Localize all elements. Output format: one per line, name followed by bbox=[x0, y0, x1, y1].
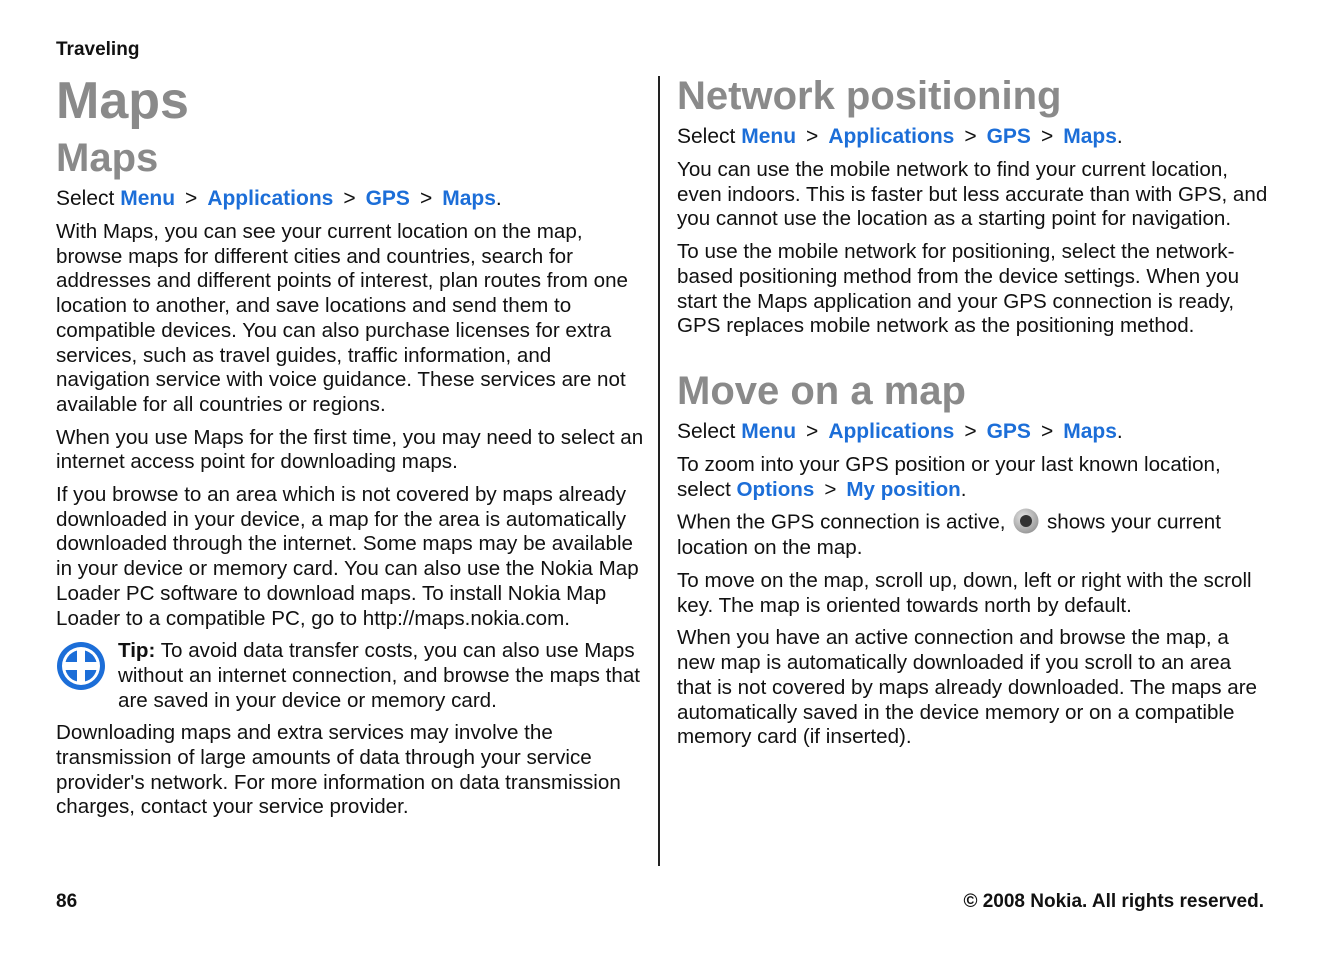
plus-circle-icon bbox=[56, 641, 106, 691]
nav-link-maps[interactable]: Maps bbox=[442, 187, 496, 210]
nav-suffix: . bbox=[495, 187, 502, 210]
nav-separator: > bbox=[343, 187, 356, 210]
paragraph-first-time: When you use Maps for the first time, you may need to select an internet access point for downloading maps. bbox=[56, 425, 644, 474]
nav-link-menu[interactable]: Menu bbox=[741, 125, 797, 148]
nav-separator: > bbox=[824, 477, 837, 501]
paragraph-zoom bbox=[677, 453, 1269, 502]
column-divider bbox=[658, 76, 660, 866]
nav-path-move bbox=[677, 419, 1269, 445]
nav-prefix: Select bbox=[677, 125, 736, 148]
page-number: 86 bbox=[56, 891, 78, 912]
nav-link-applications[interactable]: Applications bbox=[828, 419, 955, 443]
nav-separator: > bbox=[419, 187, 433, 210]
chapter-title: Maps bbox=[56, 72, 189, 130]
nav-link-maps[interactable]: Maps bbox=[1063, 125, 1117, 148]
nav-link-my-position[interactable]: My position bbox=[846, 477, 961, 501]
nav-suffix: . bbox=[1116, 419, 1123, 443]
nav-suffix: . bbox=[1116, 125, 1123, 148]
nav-link-menu[interactable]: Menu bbox=[120, 187, 176, 210]
nav-separator: > bbox=[964, 419, 977, 443]
nav-path-network bbox=[677, 124, 1269, 150]
nav-separator: > bbox=[964, 125, 977, 148]
paragraph-network-settings: To use the mobile network for positioning, select the network-based positioning method from the device settings. When you start the Maps application and your GPS connection is ready, GPS replaces mobile network as the positioning method. bbox=[677, 240, 1240, 338]
tip-text bbox=[118, 639, 648, 713]
gps-text-before: When the GPS connection is active, bbox=[677, 510, 1012, 534]
section-title-maps: Maps bbox=[56, 136, 159, 180]
nav-link-gps[interactable]: GPS bbox=[365, 187, 410, 210]
paragraph-intro: With Maps, you can see your current location on the map, browse maps for different cities and countries, search for addresses and different points of interest, plan routes from one location to another, and save locations and send them to compatible devices. You can also purchase licenses for extra services, such as travel guides, traffic information, and navigation service with voice guidance. These services are not available for all countries or regions. bbox=[56, 220, 629, 416]
zoom-text: To zoom into your GPS position or your last known location, select bbox=[677, 452, 1221, 501]
nav-link-applications[interactable]: Applications bbox=[207, 187, 334, 210]
nav-suffix: . bbox=[960, 477, 967, 501]
copyright: © 2008 Nokia. All rights reserved. bbox=[963, 891, 1264, 912]
tip-box bbox=[56, 639, 648, 713]
nav-separator: > bbox=[1040, 419, 1054, 443]
paragraph-scroll: To move on the map, scroll up, down, left or right with the scroll key. The map is oriented towards north by default. bbox=[677, 569, 1252, 617]
left-column bbox=[56, 70, 648, 828]
running-header: Traveling bbox=[56, 39, 140, 60]
nav-link-gps[interactable]: GPS bbox=[986, 419, 1031, 443]
gps-text-after: shows your current location on the map. bbox=[677, 510, 1221, 560]
nav-prefix: Select bbox=[677, 419, 736, 443]
right-column bbox=[677, 70, 1269, 758]
paragraph-browse-area: If you browse to an area which is not covered by maps already downloaded in your device, a map for the area is automatically downloaded through the internet. Some maps may be available in your device or memory card. You can also use the Nokia Map Loader PC software to download maps. To install Nokia Map Loader to a compatible PC, go to http://maps.nokia.com. bbox=[56, 483, 639, 630]
nav-link-menu[interactable]: Menu bbox=[741, 419, 797, 443]
nav-link-options[interactable]: Options bbox=[736, 477, 815, 501]
location-dot-icon bbox=[1013, 508, 1039, 534]
paragraph-auto-download: When you have an active connection and browse the map, a new map is automatically downloaded if you scroll to an area that is not covered by maps already downloaded. The maps are automatically saved in the device memory or on a compatible memory card (if inserted). bbox=[677, 626, 1258, 749]
section-title-move-on-map: Move on a map bbox=[677, 368, 966, 413]
paragraph-network-intro: You can use the mobile network to find your current location, even indoors. This is faster but less accurate than with GPS, and you cannot use the location as a starting point for navigation. bbox=[677, 158, 1268, 231]
paragraph-gps-active bbox=[677, 510, 1269, 561]
nav-separator: > bbox=[806, 125, 819, 148]
paragraph-data-charges: Downloading maps and extra services may involve the transmission of large amounts of data through your service provider's network. For more information on data transmission charges, contact your service provider. bbox=[56, 721, 621, 819]
tip-body: To avoid data transfer costs, you can also use Maps without an internet connection, and browse the maps that are saved in your device or memory card. bbox=[118, 639, 641, 712]
nav-separator: > bbox=[806, 419, 819, 443]
nav-path-maps bbox=[56, 186, 648, 212]
nav-prefix: Select bbox=[56, 187, 115, 210]
nav-link-applications[interactable]: Applications bbox=[828, 125, 955, 148]
section-title-network-positioning: Network positioning bbox=[677, 74, 1062, 118]
nav-separator: > bbox=[1040, 125, 1054, 148]
nav-link-maps[interactable]: Maps bbox=[1063, 419, 1117, 443]
tip-label: Tip: bbox=[118, 639, 156, 663]
nav-link-gps[interactable]: GPS bbox=[986, 125, 1031, 148]
section-spacer bbox=[677, 347, 1269, 365]
nav-separator: > bbox=[185, 187, 198, 210]
